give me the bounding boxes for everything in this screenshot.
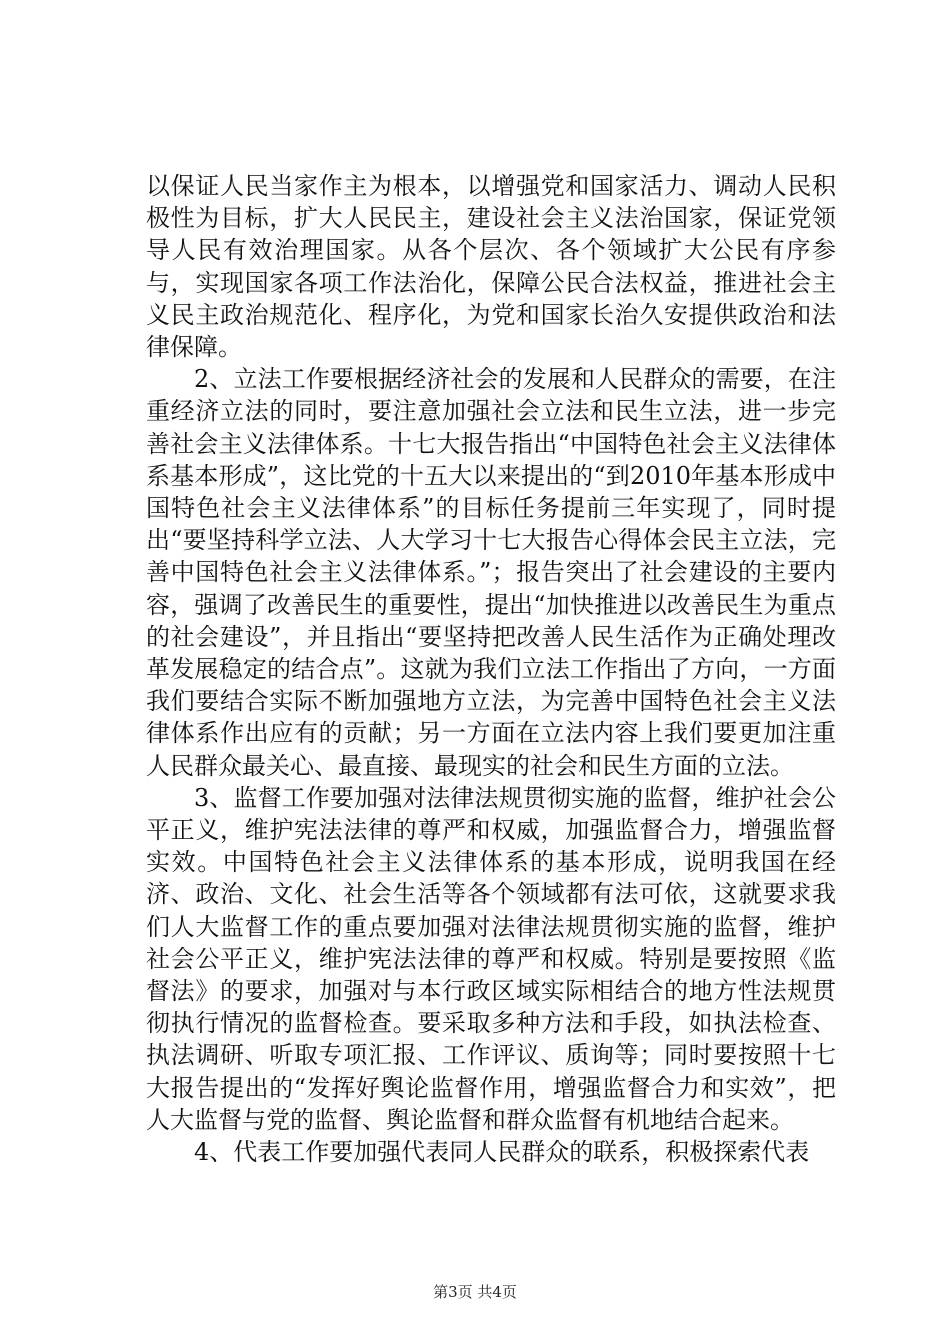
paragraph-3: 3、监督工作要加强对法律法规贯彻实施的监督，维护社会公平正义，维护宪法法律的尊严和权威，加强监督合力，增强监督实效。中国特色社会主义法律体系的基本形成，说明我国在经济、政治、文化、社会生活等各个领域都有法可依，这就要求我们人大监督工作的重点要加强对法律法规贯彻实施的监督，维护社会公平正义，维护宪法法律的尊严和权威。特别是要按照《监督法》的要求，加强对与本行政区域实际相结合的地方性法规贯彻执行情况的监督检查。要采取多种方法和手段，如执法检查、执法调研、听取专项汇报、工作评议、质询等；同时要按照十七大报告提出的“发挥好舆论监督作用，增强监督合力和实效”，把人大监督与党的监督、舆论监督和群众监督有机地结合起来。 <box>146 783 836 1134</box>
document-body <box>146 170 836 1168</box>
paragraph-2: 2、立法工作要根据经济社会的发展和人民群众的需要，在注重经济立法的同时，要注意加强社会立法和民生立法，进一步完善社会主义法律体系。十七大报告指出“中国特色社会主义法律体系基本形成”，这比党的十五大以来提出的“到2010年基本形成中国特色社会主义法律体系”的目标任务提前三年实现了，同时提出“要坚持科学立法、人大学习十七大报告心得体会民主立法，完善中国特色社会主义法律体系。”；报告突出了社会建设的主要内容，强调了改善民生的重要性，提出“加快推进以改善民生为重点的社会建设”，并且指出“要坚持把改善人民生活作为正确处理改革发展稳定的结合点”。这就为我们立法工作指出了方向，一方面我们要结合实际不断加强地方立法，为完善中国特色社会主义法律体系作出应有的贡献；另一方面在立法内容上我们要更加注重人民群众最关心、最直接、最现实的社会和民生方面的立法。 <box>146 365 836 780</box>
paragraph-1: 以保证人民当家作主为根本，以增强党和国家活力、调动人民积极性为目标，扩大人民民主，建设社会主义法治国家，保证党领导人民有效治理国家。从各个层次、各个领域扩大公民有序参与，实现国家各项工作法治化，保障公民合法权益，推进社会主义民主政治规范化、程序化，为党和国家长治久安提供政治和法律保障。 <box>146 172 836 362</box>
paragraph-4: 4、代表工作要加强代表同人民群众的联系，积极探索代表 <box>194 1138 810 1167</box>
page-number-footer: 第3页 共4页 <box>433 1283 517 1301</box>
